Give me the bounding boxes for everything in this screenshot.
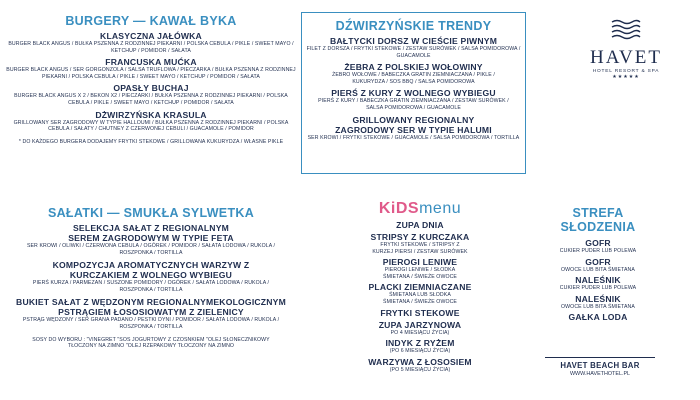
item-name: INDYK Z RYŻEM [385, 338, 455, 349]
item-name: OPASŁY BUCHAJ [113, 83, 189, 94]
menu-item [538, 275, 658, 292]
menu-item [538, 312, 658, 322]
item-desc: BURGER BLACK ANGUS X 2 / BEKON X2 / PIECZARKI / BUŁKA PSZENNA Z RODZINNEJ PIEKARNI / POLSKA CEBULA / PIKLE / SWEET MAYO / KETCHUP / POMIDOR / SAŁATA [14, 93, 288, 106]
waves-icon [609, 18, 643, 40]
burgery-section [6, 14, 296, 145]
menu-item [302, 62, 525, 85]
menu-item [300, 357, 540, 374]
salatki-title: SAŁATKI — SMUKŁA SYLWETKA [47, 206, 255, 220]
item-desc: PIERŚ KURZA / PARMEZAN / SUSZONE POMIDORY / OGÓREK / SAŁATA LODOWA / RUKOLA / ROSZPONKA / TORTILLA [32, 280, 270, 293]
item-name: FRANCUSKA MUĆKA [105, 57, 197, 68]
menu-item [6, 83, 296, 106]
item-desc: BURGER BLACK ANGUS / BUŁKA PSZENNA Z RODZINNEJ PIEKARNI / POLSKA CEBULA / PIKLE / SWEET MAYO / KETCHUP / POMIDOR / SAŁATA [8, 41, 294, 54]
item-name: ZUPA JARZYNOWA [378, 319, 462, 330]
item-desc: BURGER BLACK ANGUS / SER GORGONZOLA / SALSA TRUFLOWA / PIECZARKA / BUŁKA PSZENNA Z RODZINNEJ PIEKARNI / POLSKA CEBULA / PIKLE / SWEET MAYO / KETCHUP / POMIDOR / SAŁATA [6, 67, 296, 80]
slodkie-section [538, 206, 658, 322]
item-desc: PIEROGI LENIWE / SŁODKA ŚMIETANA / ŚWIEŻE OWOCE [383, 267, 457, 280]
menu-item [302, 115, 525, 142]
item-name: BAŁTYCKI DORSZ W CIEŚCIE PIWNYM [329, 36, 498, 46]
kids-logo-text: KiDS [378, 200, 420, 217]
kids-menu-logo [300, 200, 540, 218]
menu-item [302, 36, 525, 59]
burgery-title: BURGERY — KAWAŁ BYKA [65, 14, 237, 28]
item-name: DŻWIRZYŃSKA KRASULA [95, 109, 207, 120]
menu-item [6, 260, 296, 293]
item-desc: GRILLOWANY SER ZAGRODOWY W TYPIE HALLOUMI / BUŁKA PSZENNA Z RODZINNEJ PIEKARNI / POLSKA CEBULA / SAŁATY / CHUTNEY Z CZERWONEJ CEBULI / GUACAMOLE / POMIDOR [13, 119, 289, 133]
menu-item [300, 320, 540, 337]
divider [545, 357, 655, 358]
item-desc: CUKIER PUDER LUB POLEWA [559, 248, 637, 254]
brand-stars: ★★★★★ [612, 74, 640, 80]
item-name: FRYTKI STEKOWE [380, 307, 460, 318]
item-desc: SER KROWI / FRYTKI STEKOWE / GUACAMOLE / SALSA POMIDOROWA / TORTILLA [307, 134, 520, 141]
item-name: GRILLOWANY REGIONALNY ZAGRODOWY SER W TYPIE HALUMI [335, 114, 492, 135]
item-name: NALEŚNIK [575, 293, 621, 304]
item-name: PIEROGI LENIWE [382, 257, 458, 268]
kids-section [300, 200, 540, 373]
item-desc: CUKIER PUDER LUB POLEWA [559, 285, 637, 292]
item-desc: ŚMIETANA LUB SŁODKA ŚMIETANA / ŚWIEŻE OWOCE [383, 292, 457, 305]
footer-url: WWW.HAVETHOTEL.PL [569, 371, 631, 377]
salatki-note: SOSY DO WYBORU : "VINEGRET "SOS JOGURTOWY Z CZOSNKIEM "OLEJ SŁONECZNIKOWY TŁOCZONY NA ZIMNO "OLEJ RZEPAKOWY TŁOCZONY NA ZIMNO [32, 336, 270, 350]
menu-item [538, 257, 658, 274]
havet-logo [566, 18, 686, 80]
item-name: WARZYWA Z ŁOSOSIEM [368, 356, 472, 367]
item-name: GOFR [585, 238, 611, 248]
menu-item [302, 88, 525, 111]
salatki-section [6, 206, 296, 350]
menu-item [6, 57, 296, 80]
item-desc: (PO 6 MIESIĄCU ŻYCIA) [389, 348, 451, 355]
slodkie-title: STREFA SŁODZENIA [560, 206, 636, 234]
menu-item [538, 294, 658, 311]
item-desc: (PO 5 MIESIĄCU ŻYCIA) [389, 366, 451, 373]
item-name: SELEKCJA SAŁAT Z REGIONALNYM SEREM ZAGRODOWYM W TYPIE FETA [68, 223, 234, 243]
item-name: ŻEBRA Z POLSKIEJ WOŁOWINY [344, 62, 483, 73]
item-name: BUKIET SAŁAT Z WĘDZONYM REGIONALNYMEKOLOGICZNYM PSTRĄGIEM ŁOSOSIOWATYM Z ZIELENICY [16, 297, 286, 318]
item-desc: ŻEBRO WOŁOWE / BABECZKA GRATIN ZIEMNIACZANA / PIKLE / KUKURYDZA / SOS BBQ / SALSA POMIDOROWA [332, 72, 495, 85]
item-desc: FILET Z DORSZA / FRYTKI STEKOWE / ZESTAW SURÓWEK / SALSA POMIDOROWA / GUACAMOLE [306, 46, 521, 59]
item-name: PLACKI ZIEMNIACZANE [368, 282, 472, 293]
item-name: GAŁKA LODA [568, 312, 628, 323]
item-name: ZUPA DNIA [396, 220, 444, 230]
menu-item [6, 31, 296, 54]
item-desc: FRYTKI STEKOWE / STRIPSY Z KURZEJ PIERSI / ZESTAW SURÓWEK [372, 242, 468, 255]
item-name: NALEŚNIK [575, 275, 621, 286]
menu-item [6, 110, 296, 133]
item-name: KLASYCZNA JAŁÓWKA [100, 31, 202, 41]
item-desc: SER KROWI / OLIWKI / CZERWONA CEBULA / OGÓREK / POMIDOR / SAŁATA LODOWA / RUKOLA / ROSZPONKA / TORTILLA [26, 243, 276, 256]
item-desc: PO 4 MIESIĄCU ŻYCIA) [390, 329, 450, 336]
trendy-title: DŹWIRZYŃSKIE TRENDY [335, 19, 492, 33]
menu-item [300, 282, 540, 305]
menu-item [300, 308, 540, 318]
item-desc: OWOCE LUB BITA ŚMIETANA [561, 266, 635, 273]
item-name: GOFR [585, 256, 611, 267]
item-desc: OWOCE LUB BITA ŚMIETANA [561, 303, 635, 310]
menu-item [6, 297, 296, 330]
beach-bar-footer [545, 357, 655, 377]
trendy-section [301, 12, 526, 174]
item-desc: PSTRĄG WĘDZONY / SER GRANA PADANO / PESTKI DYNI / POMIDOR / SAŁATA LODOWA / RUKOLA / ROSZPONKA / TORTILLA [22, 317, 280, 330]
menu-item [300, 338, 540, 355]
item-name: PIERŚ Z KURY Z WOLNEGO WYBIEGU [331, 88, 496, 99]
menu-item [6, 223, 296, 256]
burgery-note: * DO KAŻDEGO BURGERA DODAJEMY FRYTKI STEKOWE / GRILLOWANA KUKURYDZA / WŁASNE PIKLE [18, 138, 284, 145]
brand-name: HAVET [590, 47, 662, 68]
menu-item [300, 232, 540, 255]
kids-logo-menu: menu [419, 200, 462, 217]
item-name: KOMPOZYCJA AROMATYCZNYCH WARZYW Z KURCZAKIEM Z WOLNEGO WYBIEGU [52, 260, 250, 281]
menu-item [300, 220, 540, 230]
footer-title: HAVET BEACH BAR [560, 361, 640, 370]
menu-item [538, 238, 658, 255]
menu-item [300, 257, 540, 280]
item-desc: PIERŚ Z KURY / BABECZKA GRATIN ZIEMNIACZANA / ZESTAW SURÓWEK / SALSA POMIDOROWA / GUACAMOLE [318, 98, 509, 111]
brand-subtitle: HOTEL RESORT & SPA [592, 69, 660, 74]
item-name: STRIPSY Z KURCZAKA [370, 232, 470, 242]
